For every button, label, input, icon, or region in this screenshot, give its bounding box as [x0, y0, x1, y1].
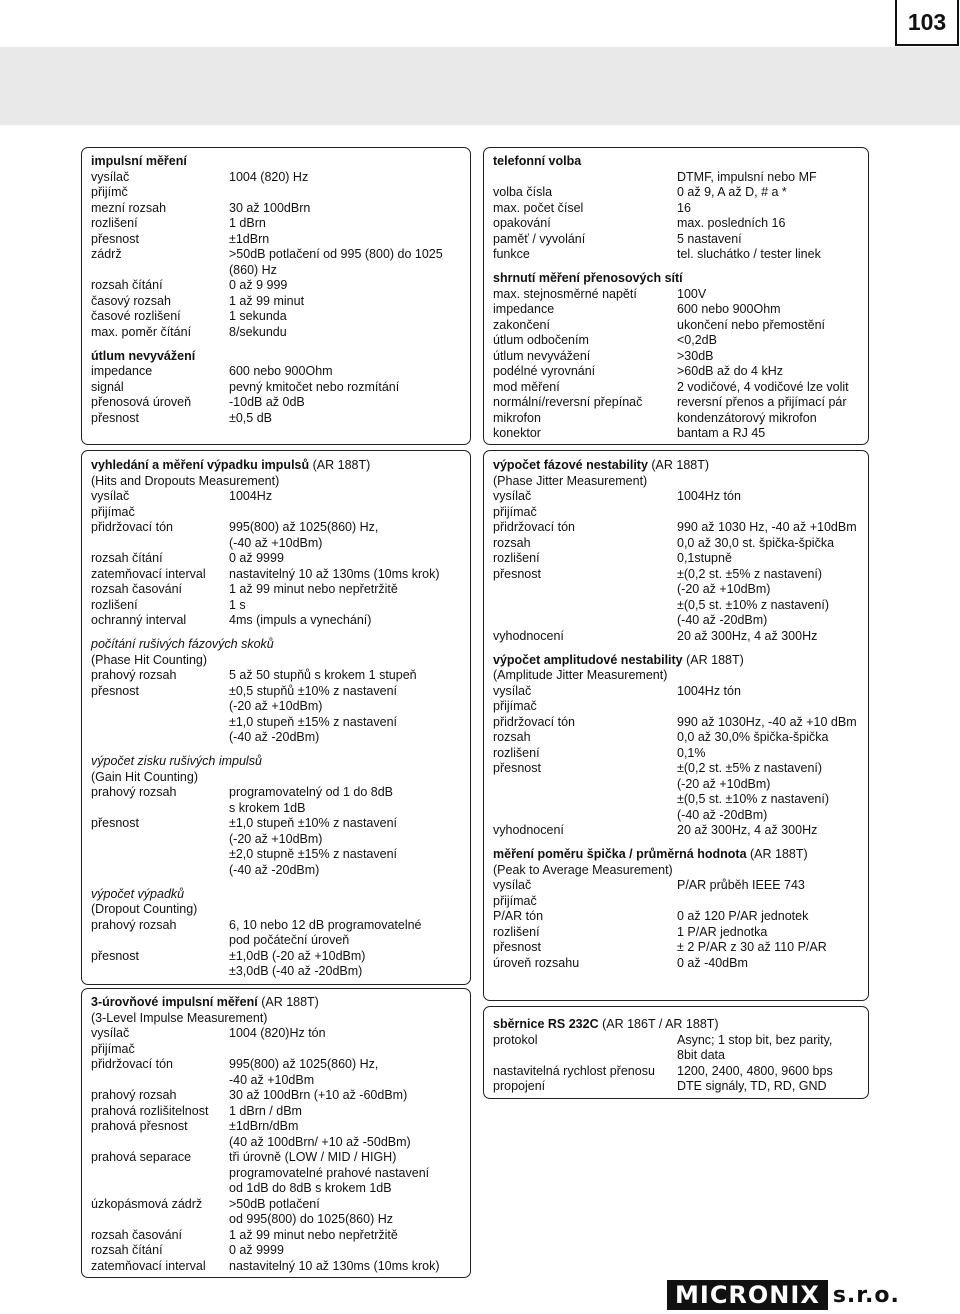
jitter-value: 1004Hz tón [677, 683, 741, 698]
three-level-label: zatemňovací interval [91, 1258, 206, 1273]
jitter-value: ±(0,5 st. ±10% z nastavení) [677, 792, 829, 807]
hits-label: (Gain Hit Counting) [91, 769, 198, 784]
dialing-value: reversní přenos a přijímací pár [677, 395, 847, 410]
hits-label: zatemňovací interval [91, 566, 206, 581]
dialing-label: mikrofon [493, 410, 541, 425]
dialing-value: bantam a RJ 45 [677, 426, 766, 441]
hits-label: (Phase Hit Counting) [91, 652, 208, 667]
dialing-label: útlum odbočením [493, 333, 589, 348]
three-level-label: vysílač [91, 1026, 130, 1040]
impulse-value: ±1dBrn [229, 231, 270, 246]
impulse-label: přesnost [91, 410, 139, 425]
impulse-label: mezní rozsah [91, 200, 167, 215]
hits-value: 4ms (impuls a vynechání) [229, 613, 372, 627]
rs232-value: 8bit data [677, 1048, 725, 1062]
hits-value: pod počáteční úroveň [229, 933, 350, 948]
three-level-value: programovatelné prahové nastavení [229, 1165, 430, 1180]
hits-label: přesnost [91, 816, 139, 831]
hits-value: ±2,0 stupně ±15% z nastavení [229, 847, 397, 862]
jitter-value: (-20 až +10dBm) [677, 776, 771, 791]
three-level-value: 1 dBrn / dBm [229, 1103, 302, 1118]
dialing-label: volba čísla [493, 185, 553, 199]
impulse-label: časové rozlišení [91, 309, 181, 323]
impulse-value: 600 nebo 900Ohm [229, 364, 333, 379]
dialing-label: normální/reversní přepínač [493, 395, 643, 410]
impulse-label: vysílač [91, 169, 130, 184]
jitter-label: přesnost [493, 761, 541, 776]
three-level-label: rozsah časování [91, 1227, 183, 1242]
dialing-value: >30dB [677, 348, 714, 363]
impulse-label: přijímč [91, 185, 128, 199]
dialing-value: DTMF, impulsní nebo MF [677, 169, 817, 184]
impulse-label: rozsah čítání [91, 278, 163, 292]
hits-label: rozsah čítání [91, 551, 163, 565]
jitter-label: rozlišení [493, 924, 540, 939]
jitter-value: 0,1% [677, 745, 706, 760]
hits-label: vysílač [91, 489, 130, 503]
three-level-label: rozsah čítání [91, 1243, 163, 1257]
three-level-value: -40 až +10dBm [229, 1072, 315, 1087]
jitter-heading-note: (AR 188T) [682, 652, 744, 667]
jitter-label: vysílač [493, 683, 532, 698]
jitter-label: rozlišení [493, 551, 540, 565]
impulse-heading: útlum nevyvážení [91, 348, 196, 363]
dialing-label: mod měření [493, 379, 560, 394]
rs232-heading-note: (AR 186T / AR 188T) [598, 1017, 719, 1031]
jitter-value: 20 až 300Hz, 4 až 300Hz [677, 628, 818, 643]
jitter-label: (Peak to Average Measurement) [493, 862, 673, 877]
hits-label: (Dropout Counting) [91, 902, 198, 917]
three-level-value: 0 až 9999 [229, 1243, 284, 1257]
three-level-value: 995(800) až 1025(860) Hz, [229, 1057, 379, 1071]
three-level-value: od 995(800) do 1025(860) Hz [229, 1212, 394, 1226]
dialing-label: konektor [493, 426, 541, 441]
jitter-value: (-20 až +10dBm) [677, 582, 771, 596]
hits-label: prahový rozsah [91, 668, 177, 683]
jitter-value: 1004Hz tón [677, 489, 741, 503]
hits-heading: počítání rušivých fázových skoků [91, 637, 274, 652]
hits-value: nastavitelný 10 až 130ms (10ms krok) [229, 566, 440, 581]
impulse-value: 1 sekunda [229, 309, 287, 323]
impulse-value: (860) Hz [229, 262, 277, 277]
dialing-value: 600 nebo 900Ohm [677, 302, 781, 317]
three-level-label: prahová rozlišitelnost [91, 1103, 209, 1118]
logo-suffix: s.r.o. [832, 1282, 900, 1308]
rs232-label: protokol [493, 1032, 538, 1047]
dialing-value: 2 vodičové, 4 vodičové lze volit [677, 379, 849, 394]
hits-label: přijímač [91, 504, 135, 519]
hits-value: (-40 až -20dBm) [229, 862, 320, 877]
hits-value: ±1,0 stupeň ±10% z nastavení [229, 816, 397, 831]
three-level-value: 1004 (820)Hz tón [229, 1026, 326, 1040]
jitter-label: rozsah [493, 730, 531, 745]
dialing-value: tel. sluchátko / tester linek [677, 247, 821, 261]
dialing-value: kondenzátorový mikrofon [677, 410, 817, 425]
hits-value: ±0,5 stupňů ±10% z nastavení [229, 683, 397, 698]
jitter-value: ±(0,2 st. ±5% z nastavení) [677, 761, 823, 776]
hits-value: 995(800) až 1025(860) Hz, [229, 520, 379, 534]
impulse-value: 1 až 99 minut [229, 293, 305, 308]
jitter-value: 0 až -40dBm [677, 955, 748, 970]
dialing-value: 100V [677, 286, 707, 301]
jitter-value: ±(0,2 st. ±5% z nastavení) [677, 566, 823, 581]
hits-value: 0 až 9999 [229, 551, 284, 565]
impulse-value: >50dB potlačení od 995 (800) do 1025 [229, 247, 443, 261]
dialing-label: opakování [493, 216, 551, 230]
dialing-value: 0 až 9, A až D, # a * [677, 185, 787, 199]
impulse-label: přenosová úroveň [91, 395, 192, 410]
hits-heading-note: (AR 188T) [309, 458, 371, 472]
three-level-value: (40 až 100dBrn/ +10 až -50dBm) [229, 1134, 411, 1149]
three-level-heading-note: (AR 188T) [257, 995, 319, 1009]
jitter-heading: výpočet amplitudové nestability (AR 188T) [493, 652, 744, 667]
three-level-label: přidržovací tón [91, 1057, 173, 1071]
impulse-value: 8/sekundu [229, 324, 287, 339]
three-level-value: tři úrovně (LOW / MID / HIGH) [229, 1150, 397, 1164]
rs232-value: DTE signály, TD, RD, GND [677, 1079, 827, 1093]
dialing-label: funkce [493, 247, 530, 261]
rs232-label: propojení [493, 1079, 546, 1093]
jitter-value: 990 až 1030 Hz, -40 až +10dBm [677, 520, 857, 534]
hits-value: 1 až 99 minut nebo nepřetržitě [229, 582, 398, 596]
three-level-label: přijímač [91, 1041, 135, 1056]
hits-value: 1004Hz [229, 489, 273, 503]
jitter-label: P/AR tón [493, 909, 544, 924]
logo-word: MICRONIX [667, 1280, 828, 1310]
jitter-value: 990 až 1030Hz, -40 až +10 dBm [677, 714, 857, 729]
hits-heading: výpočet zisku rušivých impulsů [91, 754, 262, 769]
hits-label: ochranný interval [91, 613, 187, 627]
dialing-label: zakončení [493, 317, 550, 332]
hits-value: (-40 až -20dBm) [229, 730, 320, 745]
jitter-heading-note: (AR 188T) [647, 458, 710, 472]
hits-label: prahový rozsah [91, 917, 177, 932]
jitter-value: ±(0,5 st. ±10% z nastavení) [677, 597, 829, 612]
hits-label: přesnost [91, 683, 139, 698]
dialing-label: max. stejnosměrné napětí [493, 286, 637, 301]
three-level-value: ±1dBrn/dBm [229, 1119, 299, 1133]
jitter-value: (-40 až -20dBm) [677, 613, 768, 627]
three-level-value: 1 až 99 minut nebo nepřetržitě [229, 1227, 398, 1242]
page-number: 103 [895, 0, 959, 46]
dialing-value: ukončení nebo přemostění [677, 317, 826, 332]
three-level-heading: 3-úrovňové impulsní měření (AR 188T) [91, 995, 319, 1009]
jitter-value: 0 až 120 P/AR jednotek [677, 909, 809, 924]
jitter-value: 0,1stupně [677, 551, 732, 565]
hits-value: (-20 až +10dBm) [229, 699, 323, 714]
three-level-value: od 1dB do 8dB s krokem 1dB [229, 1181, 392, 1195]
jitter-label: přijímač [493, 893, 537, 908]
three-level-label: prahová separace [91, 1150, 192, 1164]
hits-heading: výpočet výpadků [91, 886, 185, 901]
jitter-label: přidržovací tón [493, 714, 575, 729]
impulse-value: 0 až 9 999 [229, 278, 288, 292]
impulse-label: rozlišení [91, 216, 138, 230]
header-band [0, 47, 960, 125]
impulse-label: přesnost [91, 231, 139, 246]
jitter-label: vyhodnocení [493, 628, 564, 643]
jitter-heading-note: (AR 188T) [746, 847, 808, 862]
hits-label: rozlišení [91, 597, 138, 612]
impulse-label: max. poměr čítání [91, 324, 192, 339]
jitter-label: (Amplitude Jitter Measurement) [493, 668, 668, 683]
hits-label: přesnost [91, 948, 139, 963]
rs232-heading: sběrnice RS 232C (AR 186T / AR 188T) [493, 1017, 719, 1031]
jitter-label: (Phase Jitter Measurement) [493, 473, 648, 488]
impulse-value: -10dB až 0dB [229, 395, 305, 410]
impulse-heading: impulsní měření [91, 154, 187, 168]
hits-value: (-40 až +10dBm) [229, 535, 323, 550]
jitter-heading: měření poměru špička / průměrná hodnota (AR 188T) [493, 847, 808, 862]
dialing-label: paměť / vyvolání [493, 231, 586, 246]
jitter-label: rozsah [493, 535, 531, 550]
three-level-label: prahová přesnost [91, 1119, 188, 1133]
hits-value: 6, 10 nebo 12 dB programovatelné [229, 917, 422, 932]
dialing-label: podélné vyrovnání [493, 364, 596, 379]
jitter-value: 1 P/AR jednotka [677, 924, 768, 939]
jitter-value: 0,0 až 30,0 st. špička-špička [677, 535, 835, 550]
jitter-value: 0,0 až 30,0% špička-špička [677, 730, 829, 745]
impulse-value: 1004 (820) Hz [229, 169, 309, 184]
hits-value: ±3,0dB (-40 až -20dBm) [229, 964, 363, 979]
dialing-value: 5 nastavení [677, 231, 742, 246]
impulse-value: ±0,5 dB [229, 410, 272, 425]
dialing-label: útlum nevyvážení [493, 348, 591, 363]
dialing-label: impedance [493, 302, 555, 317]
jitter-label: přijímač [493, 699, 537, 714]
jitter-label: přesnost [493, 566, 541, 581]
impulse-label: impedance [91, 364, 153, 379]
dialing-value: >60dB až do 4 kHz [677, 364, 783, 379]
dialing-value: max. posledních 16 [677, 216, 786, 230]
hits-label: rozsah časování [91, 582, 183, 596]
three-level-value: >50dB potlačení [229, 1196, 320, 1211]
impulse-value: 30 až 100dBrn [229, 200, 311, 215]
dialing-heading: shrnutí měření přenosových sítí [493, 271, 683, 286]
hits-value: (-20 až +10dBm) [229, 831, 323, 846]
jitter-label: přijímač [493, 504, 537, 519]
dialing-heading: telefonní volba [493, 154, 582, 168]
hits-value: 5 až 50 stupňů s krokem 1 stupeň [229, 668, 417, 683]
impulse-value: 1 dBrn [229, 216, 266, 230]
hits-value: s krokem 1dB [229, 800, 306, 815]
hits-value: ±1,0 stupeň ±15% z nastavení [229, 714, 397, 729]
jitter-heading: výpočet fázové nestability (AR 188T) [493, 458, 710, 472]
three-level-label: úzkopásmová zádrž [91, 1196, 203, 1211]
hits-label: (Hits and Dropouts Measurement) [91, 473, 280, 488]
rs232-label: nastavitelná rychlost přenosu [493, 1063, 655, 1078]
jitter-value: ± 2 P/AR z 30 až 110 P/AR [677, 940, 827, 955]
micronix-logo [667, 1280, 900, 1310]
three-level-value: 30 až 100dBrn (+10 až -60dBm) [229, 1088, 408, 1102]
impulse-label: časový rozsah [91, 293, 171, 308]
rs232-value: 1200, 2400, 4800, 9600 bps [677, 1063, 833, 1078]
three-level-label: (3-Level Impulse Measurement) [91, 1010, 268, 1025]
jitter-value: P/AR průběh IEEE 743 [677, 878, 805, 893]
impulse-value: pevný kmitočet nebo rozmítání [229, 379, 400, 394]
jitter-label: vyhodnocení [493, 823, 564, 838]
impulse-label: zádrž [91, 247, 122, 261]
hits-value: ±1,0dB (-20 až +10dBm) [229, 948, 366, 963]
jitter-label: vysílač [493, 489, 532, 503]
three-level-label: prahový rozsah [91, 1088, 177, 1102]
dialing-label: max. počet čísel [493, 200, 584, 215]
jitter-value: 20 až 300Hz, 4 až 300Hz [677, 823, 818, 838]
hits-heading: vyhledání a měření výpadku impulsů (AR 188T) [91, 458, 371, 472]
jitter-label: vysílač [493, 878, 532, 893]
hits-label: přidržovací tón [91, 520, 173, 534]
jitter-label: úroveň rozsahu [493, 955, 580, 970]
jitter-value: (-40 až -20dBm) [677, 807, 768, 822]
jitter-label: přidržovací tón [493, 520, 575, 534]
dialing-value: 16 [677, 200, 691, 215]
hits-value: programovatelný od 1 do 8dB [229, 785, 393, 800]
rs232-value: Async; 1 stop bit, bez parity, [677, 1032, 833, 1047]
jitter-label: přesnost [493, 940, 541, 955]
jitter-label: rozlišení [493, 745, 540, 760]
impulse-label: signál [91, 379, 124, 394]
hits-label: prahový rozsah [91, 785, 177, 800]
hits-value: 1 s [229, 597, 246, 612]
three-level-value: nastavitelný 10 až 130ms (10ms krok) [229, 1258, 440, 1273]
dialing-value: <0,2dB [677, 333, 717, 348]
